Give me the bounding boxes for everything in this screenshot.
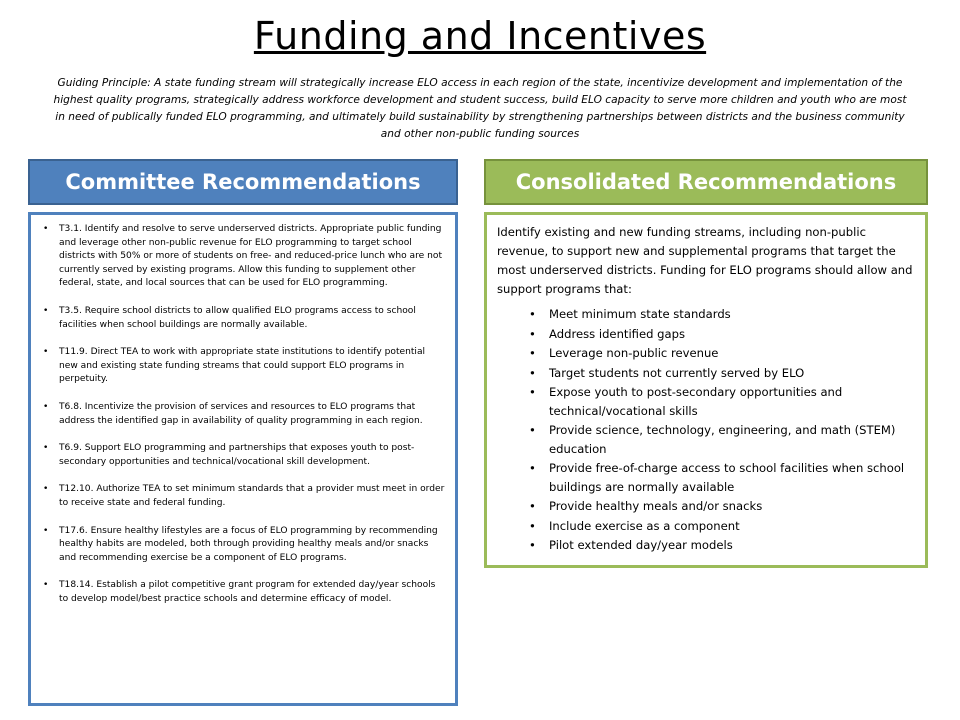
list-item-text: T18.14. Establish a pilot competitive grant program for extended day/year schools to develop model/best practice schools and determine efficacy of model. xyxy=(59,580,436,604)
bullet-icon: • xyxy=(43,347,49,358)
consolidated-list xyxy=(529,305,915,555)
bullet-icon: • xyxy=(43,305,49,316)
list-item xyxy=(529,421,915,458)
bullet-icon: • xyxy=(43,525,49,536)
consolidated-intro: Identify existing and new funding streams, including non-public revenue, to support new and supplemental programs that target the most underserved districts. Funding for ELO programs should allow and support programs that: xyxy=(497,225,913,296)
list-item xyxy=(529,497,915,516)
list-item xyxy=(529,325,915,344)
list-item-text: Leverage non-public revenue xyxy=(549,346,719,360)
list-item xyxy=(43,346,445,387)
list-item xyxy=(43,525,445,566)
consolidated-panel xyxy=(484,212,928,568)
list-item-text: Provide science, technology, engineering, and math (STEM) education xyxy=(549,423,896,456)
list-item xyxy=(43,401,445,428)
list-item xyxy=(529,383,915,420)
list-item-text: Provide free-of-charge access to school facilities when school buildings are normally available xyxy=(549,461,905,494)
list-item xyxy=(43,483,445,510)
bullet-icon: • xyxy=(529,307,536,321)
list-item-text: Expose youth to post-secondary opportunities and technical/vocational skills xyxy=(549,385,843,418)
list-item xyxy=(529,517,915,536)
list-item xyxy=(43,305,445,332)
list-item xyxy=(43,579,445,606)
list-item-text: T6.8. Incentivize the provision of services and resources to ELO programs that address the identified gap in availability of quality programming in each region. xyxy=(59,401,423,426)
bullet-icon: • xyxy=(529,518,536,533)
list-item xyxy=(529,344,915,363)
bullet-icon: • xyxy=(43,443,49,454)
list-item xyxy=(529,536,915,555)
list-item-text: Address identified gaps xyxy=(549,326,686,341)
list-item-text: T3.1. Identify and resolve to serve underserved districts. Appropriate public funding and leverage other non-public revenue for ELO programming to target school districts with 50% or more of students on free- and reduced-price lunch who are not currently served by existing programs. Allow this funding to supplement other federal, state, and local sources that can be used for ELO programming. xyxy=(59,224,443,289)
bullet-icon: • xyxy=(529,326,536,341)
list-item-text: Meet minimum state standards xyxy=(549,307,731,321)
bullet-icon: • xyxy=(529,423,536,437)
bullet-icon: • xyxy=(529,499,536,513)
list-item-text: T17.6. Ensure healthy lifestyles are a focus of ELO programming by recommending healthy habits are modeled, both through providing healthy meals and/or snacks and recommending exercise be a component of ELO programs. xyxy=(59,525,438,563)
bullet-icon: • xyxy=(43,484,49,495)
page-title: Funding and Incentives xyxy=(253,14,707,58)
bullet-icon: • xyxy=(43,224,49,234)
consolidated-header: Consolidated Recommendations xyxy=(484,159,928,205)
list-item-text: T3.5. Require school districts to allow qualified ELO programs access to school facilities when school buildings are normally available. xyxy=(59,305,416,330)
list-item xyxy=(529,459,915,496)
list-item-text: Target students not currently served by ELO xyxy=(549,365,805,380)
bullet-icon: • xyxy=(529,346,536,360)
list-item-text: Include exercise as a component xyxy=(549,518,740,533)
list-item-text: Provide healthy meals and/or snacks xyxy=(549,499,763,513)
committee-list xyxy=(31,215,455,606)
guiding-principle: Guiding Principle: A state funding stream will strategically increase ELO access in each region of the state, incentivize development and implementation of the highest quality programs, strategically address workforce development and student success, build ELO capacity to serve more children and youth who are most in need of publically funded ELO programming, and ultimately build sustainability by strengthening partnerships between districts and the business community and other non-public funding sources xyxy=(53,77,907,140)
bullet-icon: • xyxy=(43,580,49,591)
bullet-icon: • xyxy=(529,365,536,380)
bullet-icon: • xyxy=(529,538,536,552)
list-item-text: T11.9. Direct TEA to work with appropriate state institutions to identify potential new and existing state funding streams that could support ELO programs in perpetuity. xyxy=(59,347,426,385)
committee-header: Committee Recommendations xyxy=(28,159,458,205)
bullet-icon: • xyxy=(529,385,536,399)
bullet-icon: • xyxy=(529,461,536,475)
list-item xyxy=(43,442,445,469)
committee-panel xyxy=(28,212,458,706)
list-item-text: T12.10. Authorize TEA to set minimum standards that a provider must meet in order to receive state and federal funding. xyxy=(59,484,445,508)
list-item-text: T6.9. Support ELO programming and partnerships that exposes youth to post-secondary opportunities and technical/vocational skill development. xyxy=(59,443,415,467)
list-item xyxy=(43,223,445,291)
list-item xyxy=(529,364,915,383)
list-item xyxy=(529,305,915,324)
bullet-icon: • xyxy=(43,401,49,412)
list-item-text: Pilot extended day/year models xyxy=(549,538,733,552)
